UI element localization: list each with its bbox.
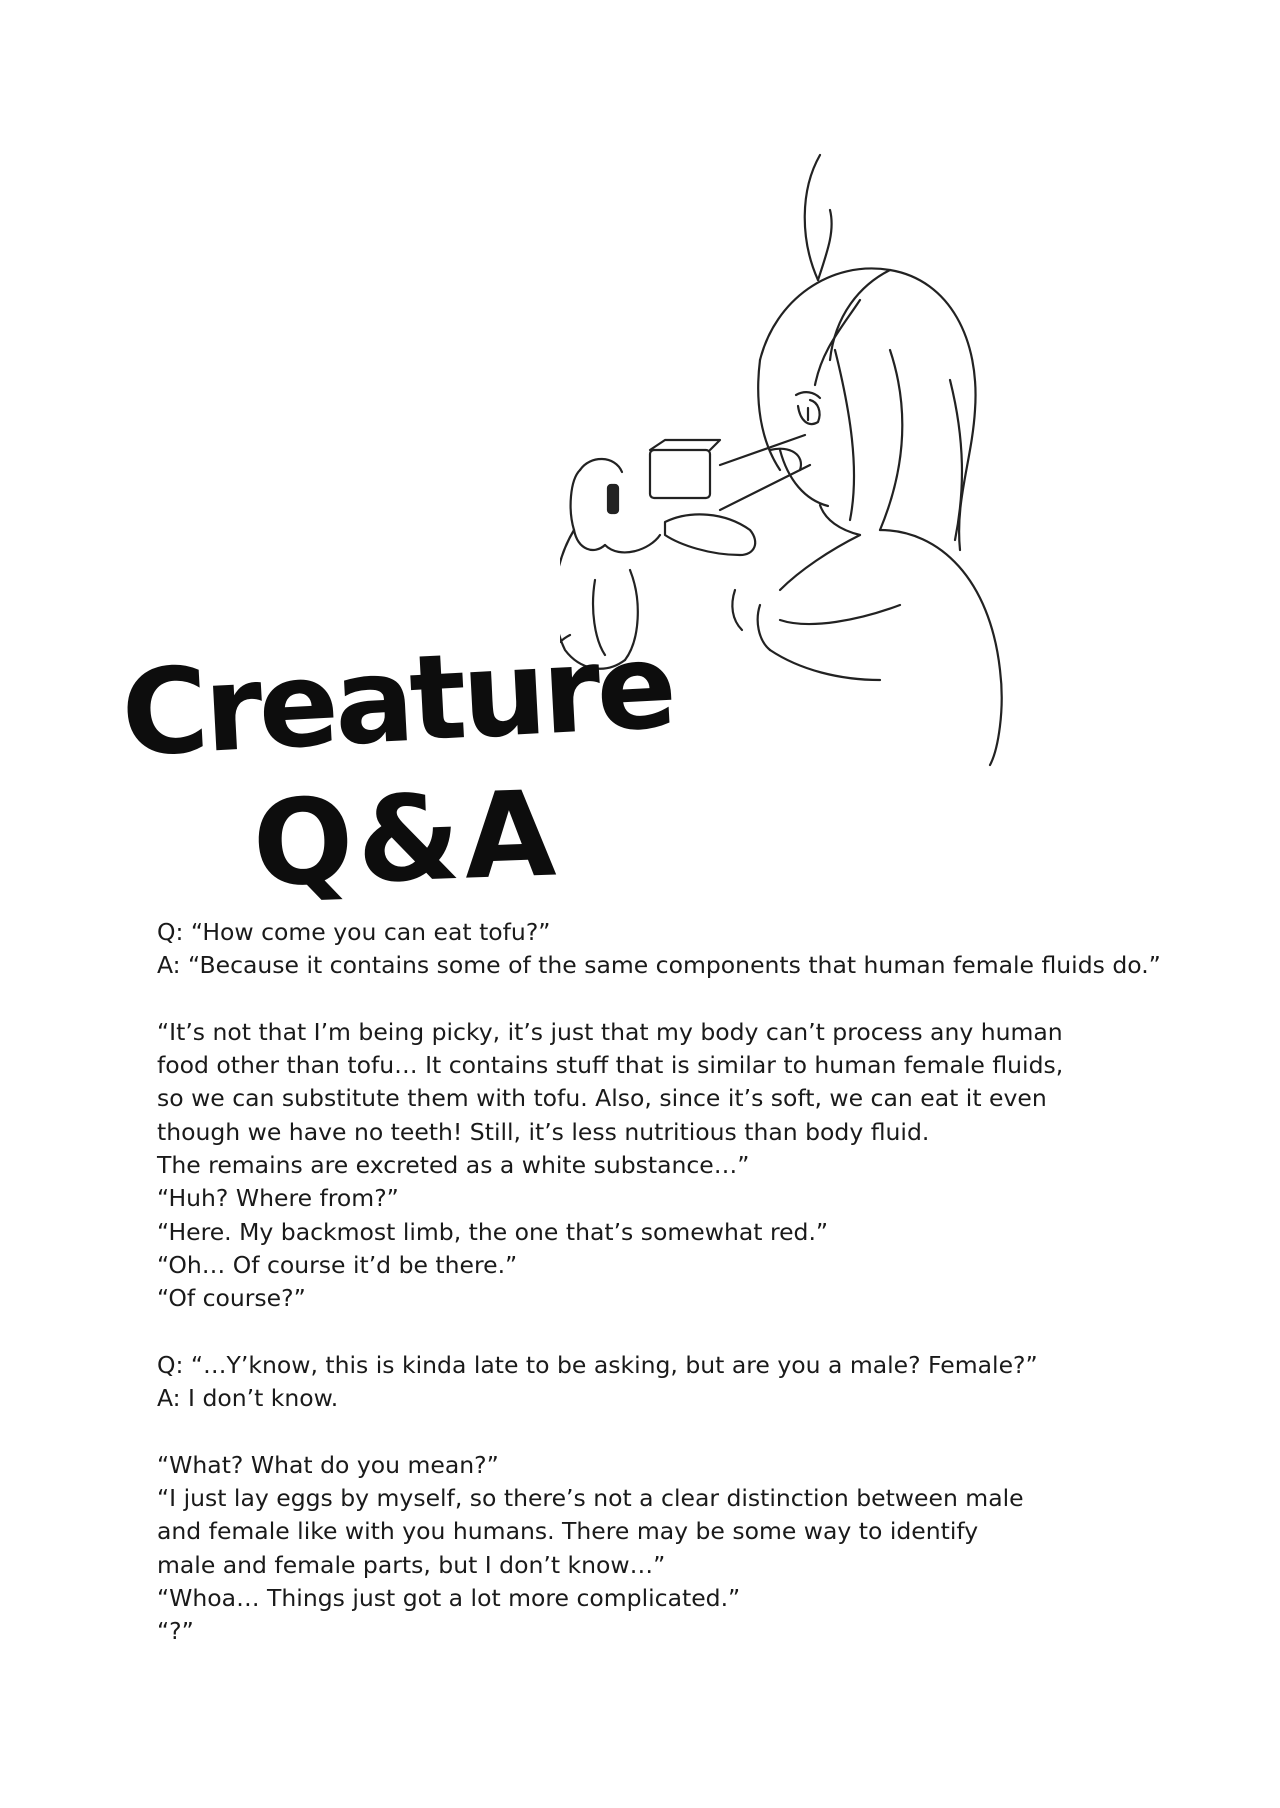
paragraph-gap — [157, 983, 1197, 1016]
qa2-dialogue-line: “Whoa… Things just got a lot more complicated.” — [157, 1583, 741, 1612]
qa1-dialogue-line: “It’s not that I’m being picky, it’s just that my body can’t process any human — [157, 1017, 1063, 1046]
qa1-dialogue-line: though we have no teeth! Still, it’s less nutritious than body fluid. — [157, 1117, 930, 1146]
qa1-dialogue-line: “Of course?” — [157, 1284, 306, 1313]
qa1-dialogue-line: food other than tofu… It contains stuff that is similar to human female fluids, — [157, 1051, 1064, 1080]
qa1-dialogue-line: “Huh? Where from?” — [157, 1184, 399, 1213]
qa1-dialogue-line: so we can substitute them with tofu. Also, since it’s soft, we can eat it even — [157, 1084, 1047, 1113]
qa1-dialogue-line: “Here. My backmost limb, the one that’s somewhat red.” — [157, 1217, 829, 1246]
qa2-dialogue-line: “?” — [157, 1617, 194, 1646]
qa2-dialogue-line: and female like with you humans. There may be some way to identify — [157, 1517, 979, 1546]
page-title — [118, 616, 676, 913]
qa2-answer: A: I don’t know. — [157, 1384, 339, 1413]
title-line-qa: Q&A — [250, 764, 562, 913]
qa2-dialogue-line: male and female parts, but I don’t know…” — [157, 1550, 666, 1579]
qa2-dialogue-line: “I just lay eggs by myself, so there’s not a clear distinction between male — [157, 1484, 1024, 1513]
paragraph-gap — [157, 1316, 1197, 1349]
qa1-answer: A: “Because it contains some of the same components that human female fluids do.” — [157, 951, 1161, 980]
qa2-question: Q: “…Y’know, this is kinda late to be asking, but are you a male? Female?” — [157, 1350, 1038, 1379]
qa1-dialogue-line: “Oh… Of course it’d be there.” — [157, 1250, 518, 1279]
paragraph-gap — [157, 1415, 1197, 1448]
qa-body — [157, 916, 1197, 1649]
qa1-question: Q: “How come you can eat tofu?” — [157, 918, 551, 946]
qa1-dialogue-line: The remains are excreted as a white substance…” — [157, 1151, 750, 1180]
qa2-dialogue-line: “What? What do you mean?” — [157, 1450, 499, 1479]
title-line-creature: Creature — [118, 616, 676, 783]
